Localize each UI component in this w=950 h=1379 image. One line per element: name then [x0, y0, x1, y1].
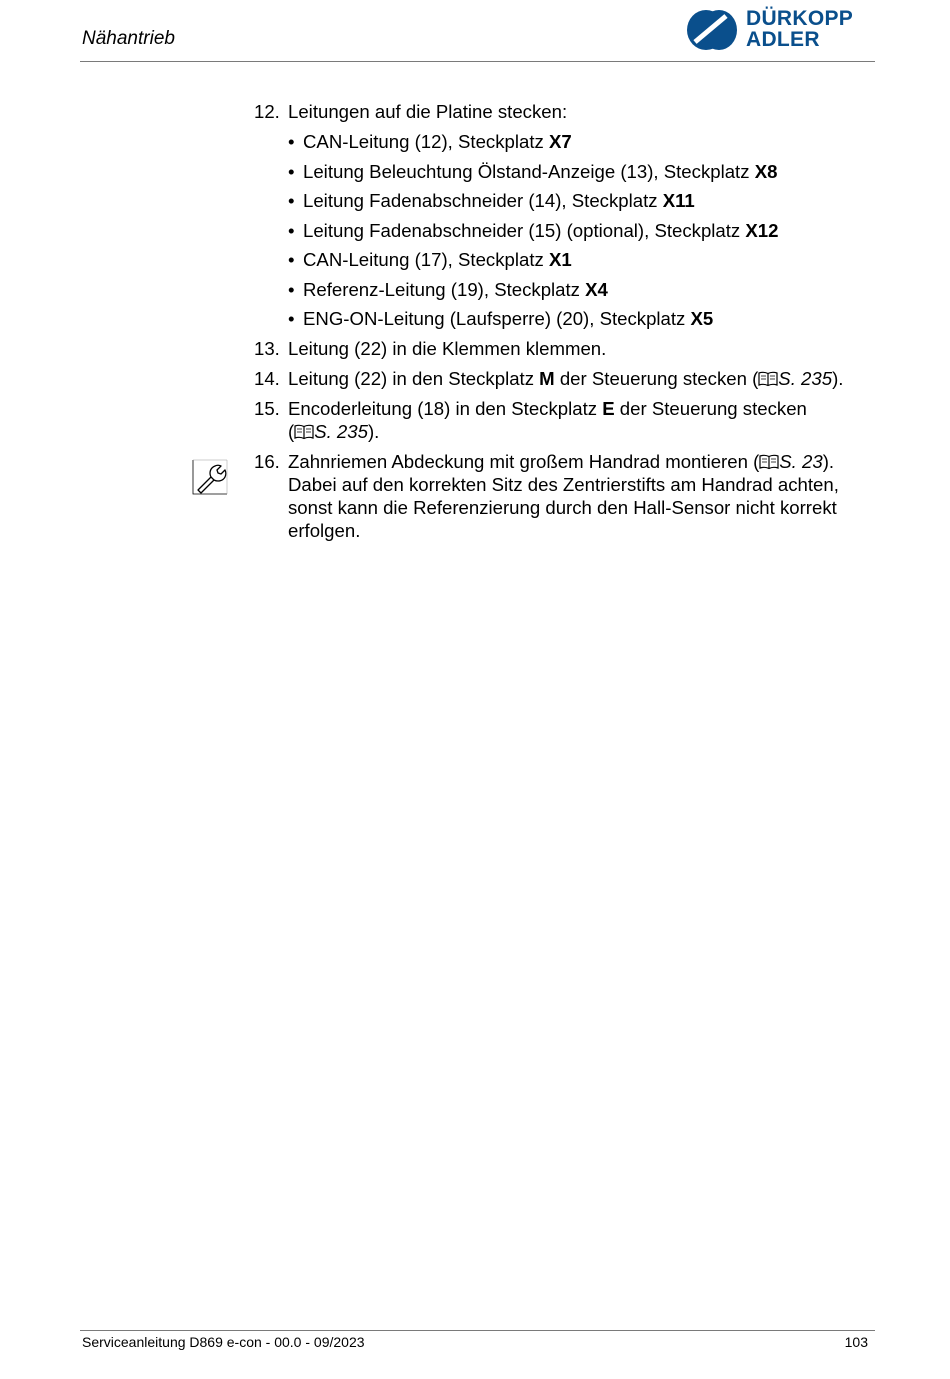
slot-label: X8: [754, 160, 778, 182]
brand-logo-mark-icon: [686, 8, 738, 52]
instruction-list: [254, 100, 874, 542]
slot-label: X7: [548, 131, 572, 152]
book-reference-icon: [759, 453, 779, 470]
step-text: Leitung (22) in die Klemmen klemmen.: [288, 337, 607, 359]
book-reference-icon: [758, 370, 778, 387]
bullet: •: [288, 160, 295, 182]
wrench-icon: [192, 459, 228, 495]
brand-logo-line2: ADLER: [746, 28, 820, 51]
list-item: [288, 219, 874, 242]
list-item: [288, 278, 874, 301]
slot-label: X4: [585, 278, 608, 300]
step-number: 13.: [254, 337, 280, 359]
brand-logo: [686, 6, 876, 54]
brand-logo-line1: DÜRKOPP: [746, 7, 854, 30]
bullet: •: [288, 278, 295, 300]
list-item-text: ENG-ON-Leitung (Laufsperre) (20), Steckplatz: [303, 308, 691, 329]
list-item-text: Leitung Beleuchtung Ölstand-Anzeige (13), Steckplatz: [303, 160, 755, 182]
slot-label: X5: [690, 308, 714, 329]
bullet: •: [288, 131, 295, 152]
footer-divider: [80, 1330, 875, 1331]
bullet: •: [288, 249, 295, 270]
step-text-paren: (: [288, 420, 295, 442]
step-number: 12.: [254, 101, 280, 122]
step-12: [254, 100, 874, 330]
list-item-text: Leitung Fadenabschneider (14), Steckplatz: [303, 190, 663, 211]
step-number: 15.: [254, 397, 280, 419]
page-header-title: Nähantrieb: [82, 28, 175, 49]
step-text-line: erfolgen.: [288, 519, 361, 541]
step-text-cont: der Steuerung stecken (: [554, 367, 759, 389]
bullet: •: [288, 308, 295, 329]
page-reference-link[interactable]: S. 235: [314, 420, 368, 442]
list-item-text: Leitung Fadenabschneider (15) (optional), Steckplatz: [303, 219, 746, 241]
step-text-line: sonst kann die Referenzierung durch den Hall-Sensor nicht korrekt: [288, 496, 837, 518]
list-item-text: CAN-Leitung (17), Steckplatz: [303, 249, 549, 270]
footer-page-number: 103: [844, 1334, 868, 1350]
slot-label: X12: [745, 219, 779, 241]
step-text-cont: der Steuerung stecken: [614, 397, 807, 419]
slot-label: E: [602, 397, 615, 419]
slot-label: X1: [548, 249, 572, 270]
bullet: •: [288, 190, 295, 211]
step-text-end: ).: [367, 420, 380, 442]
connector-list: [288, 130, 874, 330]
step-text: Zahnriemen Abdeckung mit großem Handrad montieren (: [288, 450, 760, 472]
step-text: Leitung (22) in den Steckplatz: [288, 367, 540, 389]
list-item-text: Referenz-Leitung (19), Steckplatz: [303, 278, 586, 300]
page-reference-link[interactable]: S. 23: [779, 450, 823, 472]
bullet: •: [288, 219, 295, 241]
step-text-line: Dabei auf den korrekten Sitz des Zentrierstifts am Handrad achten,: [288, 473, 839, 495]
list-item: [288, 307, 874, 330]
step-15: [254, 397, 874, 443]
step-text-end: ).: [822, 450, 835, 472]
list-item: [288, 248, 874, 271]
step-text-end: ).: [832, 367, 844, 389]
slot-label: M: [539, 367, 555, 389]
step-text: Encoderleitung (18) in den Steckplatz: [288, 397, 603, 419]
book-reference-icon: [294, 423, 314, 440]
brand-logo-text: [746, 8, 853, 50]
step-16: [254, 450, 874, 542]
list-item: [288, 189, 874, 212]
step-13: [254, 337, 874, 360]
header-divider: [80, 61, 875, 62]
list-item: [288, 160, 874, 183]
slot-label: X11: [662, 190, 695, 211]
list-item: [288, 130, 874, 153]
page-reference-link[interactable]: S. 235: [778, 367, 833, 389]
step-number: 14.: [254, 367, 280, 389]
list-item-text: CAN-Leitung (12), Steckplatz: [303, 131, 549, 152]
step-number: 16.: [254, 450, 280, 472]
step-14: [254, 367, 874, 390]
footer-document-title: Serviceanleitung D869 e-con - 00.0 - 09/2023: [82, 1334, 365, 1350]
step-text: Leitungen auf die Platine stecken:: [288, 101, 568, 122]
